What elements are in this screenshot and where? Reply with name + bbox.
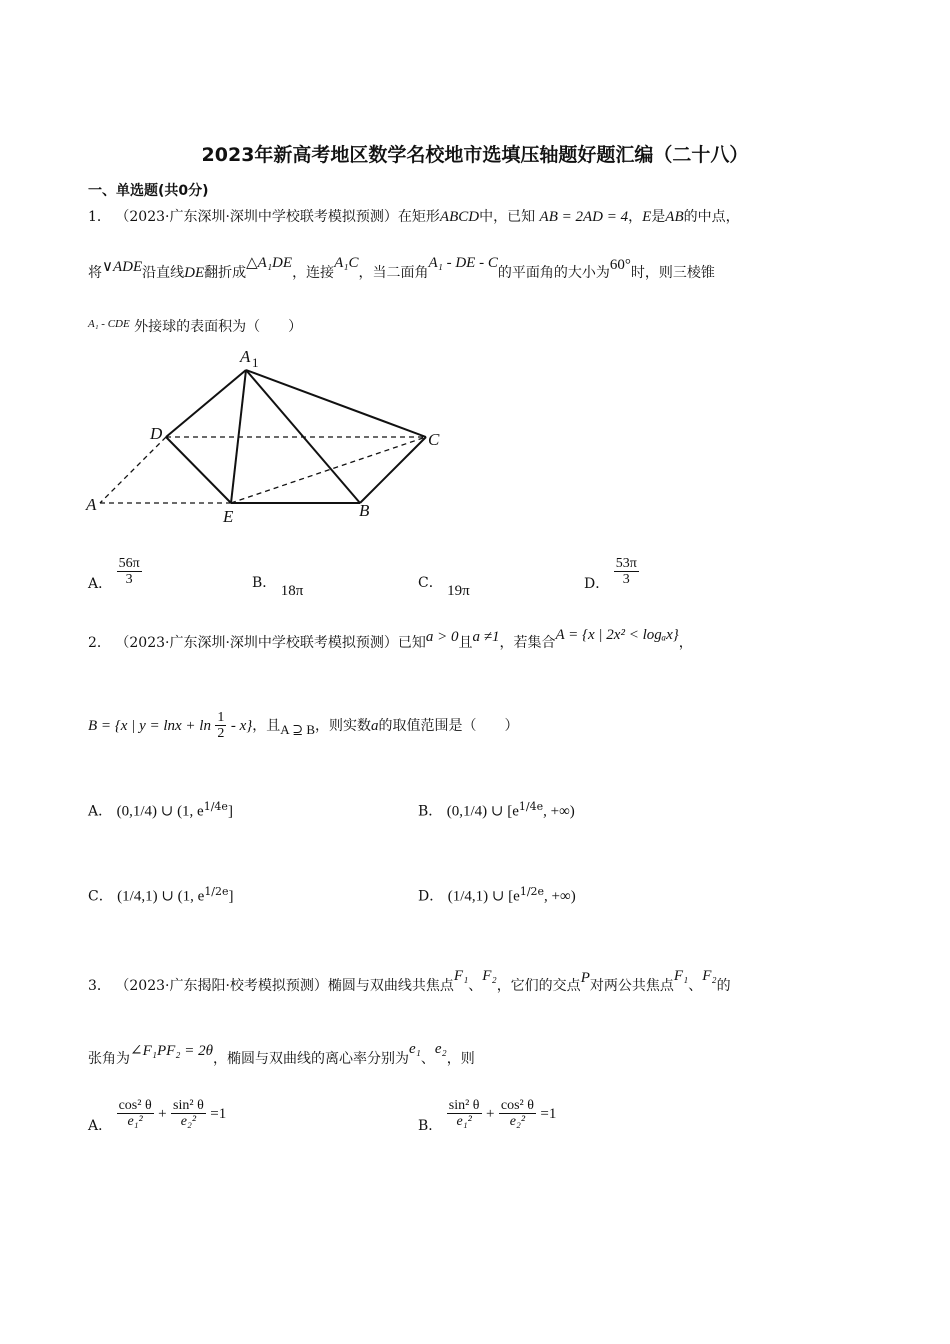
q1-text: 在矩形 [397,209,440,225]
q2-set-a: A = {x | 2x² < logₐx} [555,627,679,643]
q1-dihedral: A₁ - DE - C [428,255,498,271]
q1-triangle-a1de: △A₁DE [246,255,293,271]
q1-condition: AB = 2AD = 4 [539,209,629,225]
option-equals: =1 [210,1105,227,1122]
q1-text: ，当二面角 [358,265,429,281]
q2-text: 且 [458,635,473,651]
q3-point-p: P [580,970,590,986]
option-fraction: 1/4 [132,803,152,820]
q3-option-a[interactable]: A． $\frac{\text{cos² θ}}{\text{e₁²}}$ + $\frac{\text{sin² θ}}{\text{e₂²}}$ =1 [88,1098,227,1134]
q2-number: 2． [88,635,111,651]
q1-option-d[interactable] [584,556,639,592]
q3-text: 对两公共焦点 [589,978,674,994]
option-part: ) ∪ [e [482,803,519,820]
q3-sep: 、 [468,978,483,994]
q3-line1 [88,968,731,995]
q1-line3 [88,316,302,336]
q3-focus-1: F₁ [453,968,469,984]
frac-num: 56π [118,556,140,571]
option-fraction [614,556,639,588]
option-fraction-2 [499,1098,536,1130]
edge-d-a [100,437,166,503]
option-part: ( [117,888,123,905]
option-fraction: 1/4 [463,803,483,820]
q1-abcd: ABCD [439,209,480,225]
option-part: ] [227,803,233,820]
option-fraction-1 [447,1098,482,1130]
q1-angle: 60° [609,257,631,273]
option-label: D． [418,888,444,905]
label-a: A [86,495,97,514]
q1-text: 的中点， [683,209,740,225]
q1-text: 的平面角的大小为 [497,265,610,281]
option-label: A． [88,1117,113,1134]
q1-line1 [88,206,740,226]
option-part: ) ∪ (1, e [152,803,204,820]
q3-focus-2: F₂ [482,968,497,984]
q2-cond2: a ≠1 [472,629,500,645]
q2-option-d[interactable] [418,885,576,906]
frac-den: e₂² [509,1114,526,1130]
q1-text: 时，则三棱锥 [630,265,715,281]
q1-point-e: E [642,209,652,225]
edge-a1-d [166,370,246,437]
option-part: (0, [446,803,463,820]
frac-num: sin² θ [173,1098,204,1113]
frac-den: e₁² [456,1114,472,1130]
q3-source: （2023·广东揭阳·校考模拟预测） [115,978,328,994]
q1-option-a[interactable] [88,556,142,592]
q3-text: 椭圆与双曲线共焦点 [327,978,454,994]
option-label: A． [88,803,113,820]
option-part: (0, [116,803,133,820]
option-exponent: 1/2e [519,885,545,898]
q1-text: 中，已知 [479,209,536,225]
frac-den: 2 [217,726,225,742]
option-fraction [117,556,142,588]
option-exponent: 1/2e [204,885,229,898]
frac-den: 3 [125,572,133,588]
q1-line-a1c: A₁C [334,255,359,271]
label-b: B [359,501,370,520]
q3-e2: e₂ [434,1041,447,1057]
q3-angle: ∠F₁PF₂ = 2θ [130,1043,213,1059]
label-c: C [428,430,440,449]
q1-text: 将 [88,265,102,281]
q1-text: ， [628,209,643,225]
q3-line2 [88,1041,475,1068]
option-label: B． [418,803,443,820]
q3-text: 张角为 [88,1051,130,1067]
frac-num: sin² θ [448,1098,480,1113]
q1-option-b[interactable] [252,572,304,599]
edge-e-c [231,437,426,503]
option-part: ] [228,888,234,905]
q2-line1 [88,627,693,652]
option-label: C． [418,575,443,591]
frac-den: 3 [622,572,630,588]
option-value: 19π [447,583,470,599]
q2-set-b-right: - x} [230,717,253,734]
option-value: 18π [280,583,304,599]
q3-sep: 、 [420,1051,435,1067]
q3-sep: 、 [688,978,703,994]
q2-line2 [88,710,519,742]
q2-option-a[interactable] [88,800,233,821]
frac-den: e₂² [180,1114,197,1130]
q1-figure [80,345,460,525]
option-fraction: 1/4 [122,888,142,905]
q2-var-a: a [371,717,379,734]
option-fraction-2 [171,1098,206,1130]
section-heading: 一、单选题(共0分) [88,183,209,199]
page-title: 2023年新高考地区数学名校地市选填压轴题好题汇编（二十八） [201,144,749,166]
q3-text: 的 [716,978,731,994]
option-part: , +∞) [544,888,576,905]
q2-set-b-left: B = {x | y = lnx + ln [88,717,211,734]
frac-num: 1 [217,710,225,725]
q2-text: ， [678,635,693,651]
q1-text: 外接球的表面积为（ ） [134,319,303,335]
q2-option-c[interactable] [88,885,234,906]
label-d: D [150,424,163,443]
q2-text: 已知 [397,635,426,651]
q3-option-b[interactable]: B． $\frac{\text{sin² θ}}{\text{e₁²}}$ + $\frac{\text{cos² θ}}{\text{e₂²}}$ =1 [418,1098,557,1134]
q1-source: （2023·广东深圳·深圳中学校联考模拟预测） [115,209,398,225]
q2-cond1: a > 0 [425,629,459,645]
q2-source: （2023·广东深圳·深圳中学校联考模拟预测） [115,635,398,651]
option-label: D． [584,575,610,592]
q2-text: ，则实数 [315,717,372,734]
q3-focus-1: F₁ [673,968,689,984]
edge-b-c [360,437,426,503]
q2-relation: A ⊇ B [280,721,316,737]
q1-pyramid: A₁ - CDE [88,318,130,330]
q3-text: ，椭圆与双曲线的离心率分别为 [212,1051,409,1067]
option-part: , +∞) [543,803,575,820]
label-a1: A [240,347,251,366]
option-part: ,1) ∪ (1, e [141,888,205,905]
q1-ab: AB [665,209,684,225]
label-e: E [223,507,234,525]
option-part: ,1) ∪ [e [471,888,520,905]
q3-e1: e₁ [408,1041,421,1057]
option-fraction-1 [117,1098,154,1130]
q1-text: ，连接 [292,265,335,281]
q1-text: 翻折成 [204,265,247,281]
option-exponent: 1/4e [518,800,544,813]
q3-text: ，它们的交点 [496,978,581,994]
q2-text: ，若集合 [499,635,556,651]
q1-line2 [88,255,715,282]
option-exponent: 1/4e [203,800,228,813]
option-equals: =1 [540,1105,557,1122]
q1-text: 沿直线 [142,265,185,281]
q3-focus-2: F₂ [702,968,717,984]
q1-option-c[interactable] [418,572,470,599]
frac-num: 53π [615,556,637,571]
q3-text: ，则 [446,1051,475,1067]
label-a1-sub: 1 [252,355,259,370]
q2-text: ，且 [252,717,281,734]
option-fraction: 1/4 [452,888,472,905]
option-label: C． [88,888,113,905]
q1-triangle-ade: ∨ADE [102,259,143,275]
option-part: ( [447,888,453,905]
q1-line-de: DE [184,265,205,281]
q2-set-b-fraction [215,710,226,742]
q2-text: 的取值范围是（ ） [378,717,519,734]
q1-number: 1． [88,209,111,225]
edge-d-e [166,437,231,503]
option-label: B． [418,1117,443,1134]
frac-den: e₁² [127,1114,143,1130]
option-label: B． [252,575,277,591]
frac-num: cos² θ [500,1098,534,1113]
q3-number: 3． [88,978,111,994]
q1-text: 是 [651,209,666,225]
edge-a1-c [246,370,426,437]
q2-option-b[interactable] [418,800,575,821]
option-label: A． [88,575,113,592]
frac-num: cos² θ [118,1098,152,1113]
